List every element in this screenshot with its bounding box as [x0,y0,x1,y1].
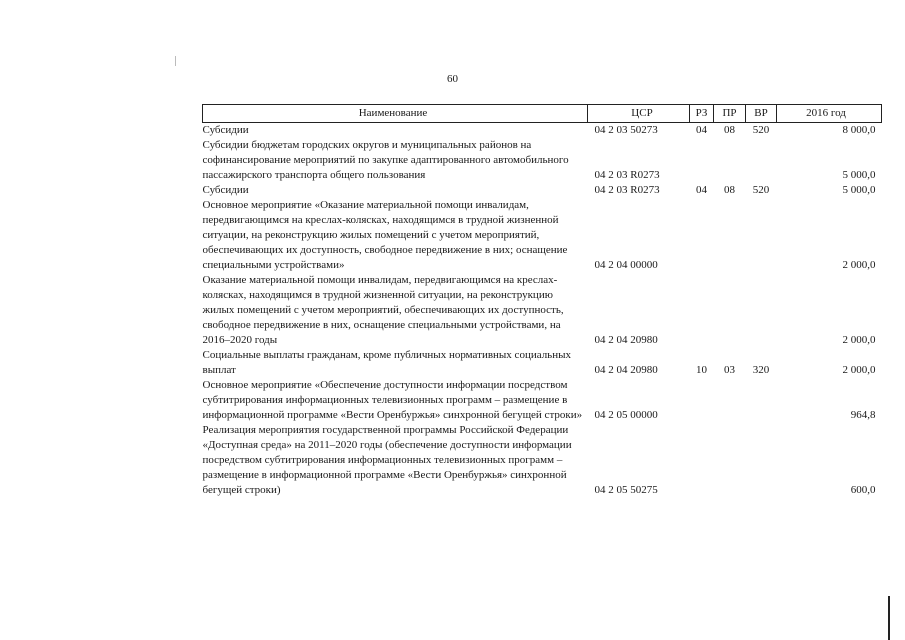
row-vr [746,198,777,273]
row-pr: 03 [724,364,735,376]
row-name: Субсидии [202,124,249,136]
table-row [203,273,882,348]
table-row [203,183,882,198]
scan-edge-mark [888,596,890,640]
row-name: Субсидии [202,184,249,196]
row-rz [690,423,714,498]
row-pr [714,273,746,348]
table-header-row [203,105,882,123]
row-vr: 320 [752,364,770,376]
row-vr [746,378,777,423]
row-amount: 2 000,0 [842,364,876,376]
row-vr [746,138,777,183]
table-row [203,123,882,139]
row-amount: 2 000,0 [842,334,876,346]
row-pr [714,198,746,273]
row-amount: 964,8 [850,409,876,421]
row-vr [746,423,777,498]
table-row [203,198,882,273]
budget-table [202,104,882,498]
row-csr: 04 2 03 50273 [594,124,658,136]
row-amount: 5 000,0 [842,184,876,196]
row-vr: 520 [752,124,770,136]
row-csr: 04 2 03 R0273 [594,184,660,196]
row-name: Субсидии бюджетам городских округов и муниципальных районов на софинансирование мероприятий по закупке адаптированного автомобильного пассажирского транспорта общего пользования [202,139,569,181]
row-amount: 5 000,0 [842,169,876,181]
row-csr: 04 2 04 20980 [594,364,658,376]
margin-mark [175,56,176,66]
row-name: Основное мероприятие «Обеспечение доступности информации посредством субтитрирования информационных телевизионных программ – размещение в информационной программе «Вести Оренбуржья» синхронной бегущей строки» [202,379,583,421]
header-pr: ПР [714,105,746,123]
row-csr: 04 2 05 50275 [594,484,658,496]
page-number: 60 [447,73,458,85]
row-pr: 08 [724,124,735,136]
table-row [203,423,882,498]
table-row [203,348,882,378]
row-rz [690,198,714,273]
row-name: Оказание материальной помощи инвалидам, передвигающимся на креслах-колясках, находящимся в трудной жизненной ситуации, на реконструкцию жилых помещений с учетом мероприятий, обеспечивающих их доступность, свободное передвижение в них, оснащение специальными устройствами, на 2016–2020 годы [202,274,564,346]
row-amount: 2 000,0 [842,259,876,271]
header-csr: ЦСР [588,105,690,123]
row-rz: 04 [696,184,707,196]
row-pr: 08 [724,184,735,196]
row-name: Социальные выплаты гражданам, кроме публичных нормативных социальных выплат [202,349,571,376]
row-pr [714,378,746,423]
row-rz [690,138,714,183]
row-rz [690,273,714,348]
header-vr: ВР [746,105,777,123]
row-amount: 8 000,0 [842,124,876,136]
header-name: Наименование [203,105,588,123]
header-year: 2016 год [777,105,882,123]
row-vr [746,273,777,348]
row-csr: 04 2 03 R0273 [594,169,660,181]
table-row [203,378,882,423]
row-pr [714,423,746,498]
row-name: Основное мероприятие «Оказание материальной помощи инвалидам, передвигающимся на креслах-колясках, находящимся в трудной жизненной ситуации, на реконструкцию жилых помещений с учетом мероприятий, обеспечивающих их доступность, свободное передвижение в них; оснащение специальными устройствами» [202,199,568,271]
row-rz: 10 [696,364,707,376]
row-rz: 04 [696,124,707,136]
row-name: Реализация мероприятия государственной программы Российской Федерации «Доступная среда» на 2011–2020 годы (обеспечение доступности информации посредством субтитрирования информационных телевизионных программ – размещение в информационной программе «Вести Оренбуржья» синхронной бегущей строки) [202,424,572,496]
row-csr: 04 2 04 20980 [594,334,658,346]
row-csr: 04 2 05 00000 [594,409,658,421]
header-rz: РЗ [690,105,714,123]
row-csr: 04 2 04 00000 [594,259,658,271]
row-amount: 600,0 [850,484,876,496]
row-vr: 520 [752,184,770,196]
row-pr [714,138,746,183]
row-rz [690,378,714,423]
table-row [203,138,882,183]
